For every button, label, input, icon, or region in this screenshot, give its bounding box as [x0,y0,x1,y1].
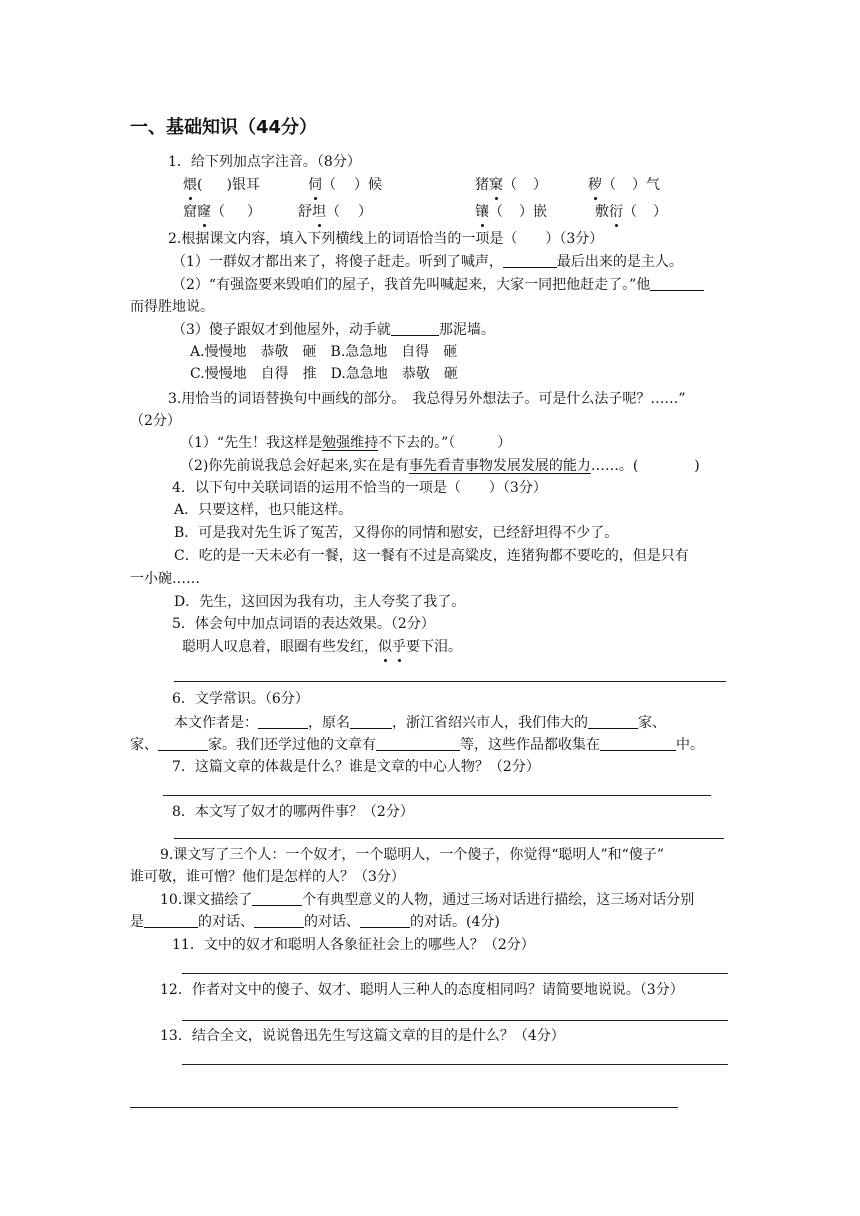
q6-blank-collection[interactable] [600,736,676,751]
q10-blank-3[interactable] [360,913,410,928]
q1-item-4: 秽（ ）气 [588,177,660,193]
q12-answer-line[interactable] [182,1020,728,1021]
q1-item-5: 窟窿（ ） [183,204,261,220]
q3-sentence-2: （2)你先前说我总会好起来,实在是有事先看青事物发展发展的能力……。( ) [180,458,700,474]
q3-stem: 3.用恰当的词语替换句中画线的部分。 我总得另外想法子。可是什么法子呢？……” [168,391,686,407]
q12-stem: 12．作者对文中的傻子、奴才、聪明人三种人的态度相同吗？请简要地说说。（3分） [160,982,684,998]
q5-stem: 5．体会句中加点词语的表达效果。（2分） [172,616,435,632]
q1-item-3: 猪窠（ ） [475,177,547,193]
q13-stem: 13．结合全文，说说鲁迅先生写这篇文章的目的是什么？（4分） [160,1028,565,1044]
q1-item-6: 舒坦（ ） [298,204,372,220]
q6-line-2: 家、 家。我们还学过他的文章有 等，这些作品都收集在 中。 [130,737,704,753]
q10-line-1: 10.课文描绘了 个有典型意义的人物，通过三场对话进行描绘，这三场对话分别 [160,892,695,908]
q11-stem: 11．文中的奴才和聪明人各象征社会上的哪些人？（2分） [172,937,535,953]
q6-blank-title-2[interactable] [158,736,208,751]
q3-sentence-1: （1）“先生！我这样是勉强维持不下去的。”（ ） [180,435,512,451]
q4-option-a: A．只要这样，也只能这样。 [174,502,353,518]
q6-stem: 6．文学常识。（6分） [172,691,309,707]
q7-answer-line[interactable] [163,795,711,796]
q1-item-7: 镶（ ）嵌 [475,204,547,220]
q6-blank-author[interactable] [258,714,308,729]
q2-sentence-1: （1）一群奴才都出来了，将傻子赶走。听到了喊声， 最后出来的是主人。 [172,254,683,270]
q11-answer-line[interactable] [182,973,728,974]
q7-stem: 7．这篇文章的体裁是什么？谁是文章的中心人物？（2分） [172,759,540,775]
q4-option-d: D．先生，这回因为我有功，主人夸奖了我了。 [174,594,466,610]
q2-options-cd: C.慢慢地 自得 推 D.急急地 恭敬 砸 [190,366,458,382]
q4-option-c: C．吃的是一天未必有一餐，这一餐有不过是高粱皮，连猪狗都不要吃的，但是只有 [174,548,689,564]
q5-sentence: 聪明人叹息着，眼圈有些发红，似乎要下泪。 [182,639,462,655]
q10-blank-1[interactable] [144,913,198,928]
q1-item-1: 煨( )银耳 [183,177,260,193]
q13-answer-line[interactable] [182,1064,728,1065]
q2-stem: 2.根据课文内容，填入下列横线上的词语恰当的一项是（ ）（3分） [168,231,604,247]
q2-sentence-3: （3）傻子跟奴才到他屋外，动手就 那泥墙。 [172,322,495,338]
q10-blank-2[interactable] [254,913,304,928]
bottom-rule [130,1107,678,1108]
q3-score: （2分） [130,413,181,429]
q10-line-2: 是 的对话、 的对话、 的对话。(4分) [130,914,500,930]
q4-option-c-cont: 一小碗…… [130,571,200,587]
q6-line-1: 本文作者是： ，原名 ，浙江省绍兴市人，我们伟大的 家、 [174,715,666,731]
q5-answer-line[interactable] [174,681,726,682]
q1-stem: 1．给下列加点字注音。（8分） [168,154,361,170]
q2-blank-1[interactable] [503,253,557,268]
q1-item-8: 敷衍（ ） [595,204,667,220]
q8-stem: 8．本文写了奴才的哪两件事？（2分） [172,804,414,820]
q9-line-2: 谁可敬，谁可憎？他们是怎样的人？（3分） [130,869,405,885]
q6-blank-works[interactable] [376,736,460,751]
q2-blank-3[interactable] [391,321,439,336]
q2-blank-2[interactable] [650,276,704,291]
section-title: 一、基础知识（44分） [130,117,318,138]
q2-sentence-2: （2）“有强盗要来毁咱们的屋子，我首先叫喊起来，大家一同把他赶走了。”他 [172,275,704,295]
q10-blank-count[interactable] [252,891,302,906]
q9-line-1: 9.课文写了三个人：一个奴才，一个聪明人，一个傻子，你觉得“聪明人”和“傻子” [160,847,664,863]
q6-blank-title-1[interactable] [588,714,638,729]
q2-sentence-2-cont: 而得胜地说。 [130,299,214,315]
q4-stem: 4．以下句中关联词语的运用不恰当的一项是（ ）（3分） [172,480,547,496]
q1-item-2: 伺（ ）候 [308,177,382,193]
q2-options-ab: A.慢慢地 恭敬 砸 B.急急地 自得 砸 [190,344,458,360]
q8-answer-line[interactable] [174,838,724,839]
q6-blank-original-name[interactable] [350,714,392,729]
q4-option-b: B．可是我对先生诉了冤苦，又得你的同情和慰安，已经舒坦得不少了。 [174,525,619,541]
